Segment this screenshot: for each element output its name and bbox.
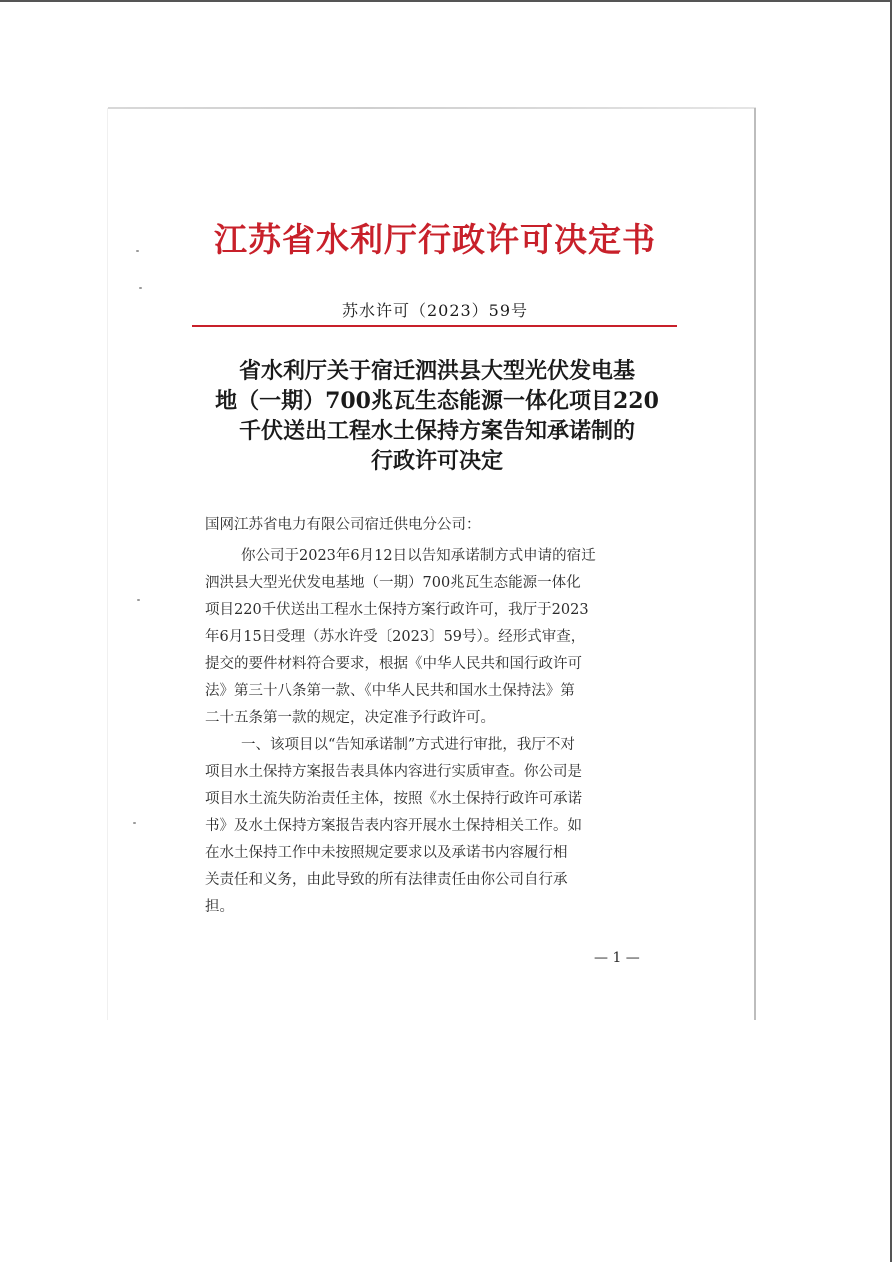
sheet-left-edge: [107, 108, 108, 1020]
recipient-line: 国网江苏省电力有限公司宿迁供电分公司：: [205, 517, 481, 533]
body-line: 法》第三十八条第一款、《中华人民共和国水土保持法》第: [205, 683, 575, 699]
body-line: 在水土保持工作中未按照规定要求以及承诺书内容履行相: [205, 845, 568, 861]
body-line: 二十五条第一款的规定，决定准予行政许可。: [205, 710, 495, 726]
scan-speck: [136, 250, 139, 252]
body-line: 项目水土保持方案报告表具体内容进行实质审查。你公司是: [205, 764, 582, 780]
scan-top-border: [0, 0, 892, 2]
scan-speck: [137, 599, 140, 601]
scan-speck: [139, 287, 142, 289]
body-line: 年6月15日受理（苏水许受〔2023〕59号）。经形式审查，: [205, 629, 586, 645]
body-line: 泗洪县大型光伏发电基地（一期）700兆瓦生态能源一体化: [205, 575, 581, 591]
body-line: 一、该项目以“告知承诺制”方式进行审批，我厅不对: [241, 737, 575, 753]
body-line: 提交的要件材料符合要求，根据《中华人民共和国行政许可: [205, 656, 582, 672]
title-line: 省水利厅关于宿迁泗洪县大型光伏发电基: [238, 358, 635, 384]
sheet-right-edge: [754, 108, 756, 1020]
body-line: 你公司于2023年6月12日以告知承诺制方式申请的宿迁: [241, 548, 596, 564]
body-line: 项目220千伏送出工程水土保持方案行政许可，我厅于2023: [205, 602, 589, 618]
body-line: 书》及水土保持方案报告表内容开展水土保持相关工作。如: [205, 818, 582, 834]
page-number: — 1 —: [594, 950, 640, 966]
scan-speck: [133, 822, 136, 824]
document-header-title: 江苏省水利厅行政许可决定书: [214, 220, 656, 259]
body-line: 关责任和义务，由此导致的所有法律责任由你公司自行承: [205, 872, 568, 888]
document-title: [195, 356, 679, 476]
body-line: 担。: [205, 899, 234, 915]
sheet-top-edge: [108, 107, 756, 109]
document-body: [205, 543, 687, 921]
body-line: 项目水土流失防治责任主体，按照《水土保持行政许可承诺: [205, 791, 582, 807]
title-line: 地（一期）700兆瓦生态能源一体化项目220: [215, 388, 659, 414]
title-line: 行政许可决定: [370, 448, 503, 474]
title-line: 千伏送出工程水土保持方案告知承诺制的: [238, 418, 635, 444]
header-red-rule: [192, 325, 677, 327]
document-number: 苏水许可（2023）59号: [341, 301, 529, 320]
